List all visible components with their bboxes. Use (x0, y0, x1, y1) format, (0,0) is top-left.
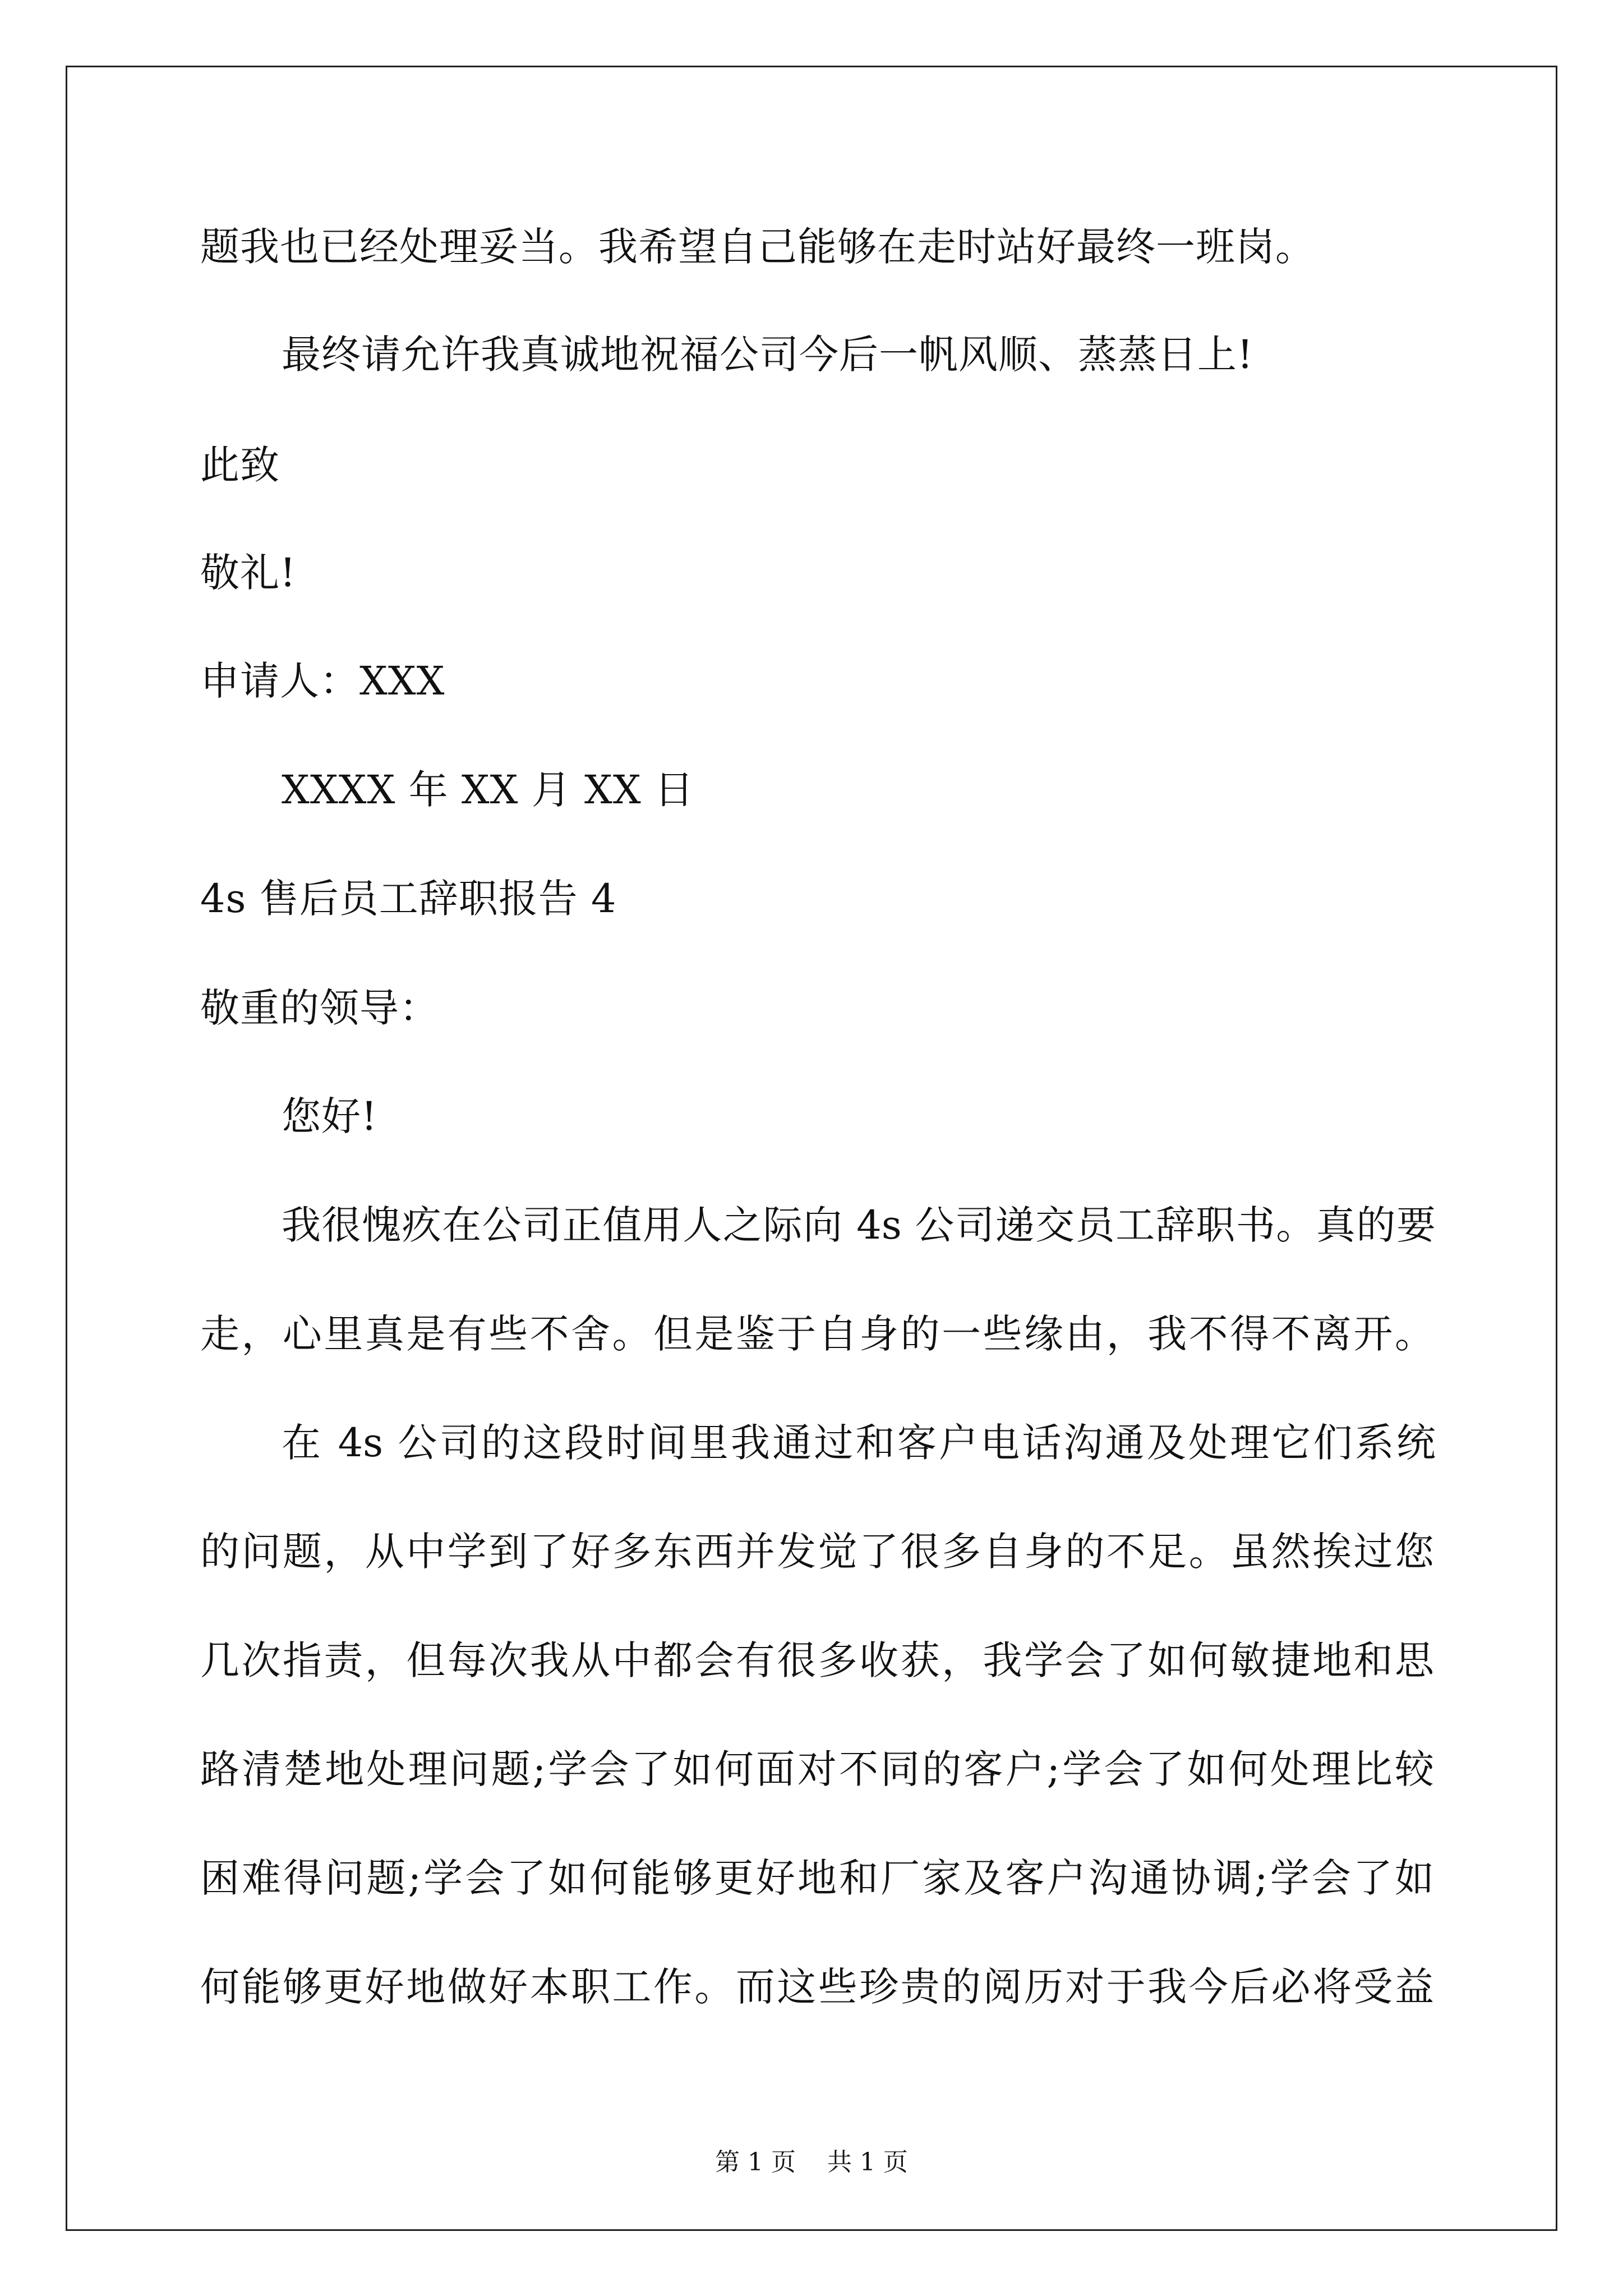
text-line: 最终请允许我真诚地祝福公司今后一帆风顺、蒸蒸日上! (282, 332, 1254, 378)
text-line: 几次指责，但每次我从中都会有很多收获，我学会了如何敏捷地和思 (200, 1637, 1434, 1683)
greeting-recipient: 敬重的领导： (200, 985, 439, 1031)
text-line: 走，心里真是有些不舍。但是鉴于自身的一些缘由，我不得不离开。 (200, 1311, 1434, 1357)
date-line: XXXX 年 XX 月 XX 日 (282, 767, 694, 813)
text-line: 的问题，从中学到了好多东西并发觉了很多自身的不足。虽然挨过您 (200, 1529, 1434, 1575)
text-line: 在 4s 公司的这段时间里我通过和客户电话沟通及处理它们系统 (282, 1420, 1436, 1466)
text-line: 困难得问题;学会了如何能够更好地和厂家及客户沟通协调;学会了如 (200, 1855, 1434, 1901)
page-border (66, 66, 1557, 2231)
applicant-line: 申请人：XXX (200, 658, 445, 704)
text-line: 我很愧疚在公司正值用人之际向 4s 公司递交员工辞职书。真的要 (282, 1202, 1436, 1248)
text-line: 题我也已经处理妥当。我希望自己能够在走时站好最终一班岗。 (200, 224, 1315, 270)
text-line: 路清楚地处理问题;学会了如何面对不同的客户;学会了如何处理比较 (200, 1746, 1434, 1792)
greeting: 您好! (282, 1093, 378, 1139)
section-title: 4s 售后员工辞职报告 4 (200, 876, 617, 922)
salutation-closing: 此致 (200, 442, 280, 488)
text-line: 何能够更好地做好本职工作。而这些珍贵的阅历对于我今后必将受益 (200, 1964, 1434, 2010)
salutation-regards: 敬礼! (200, 550, 297, 596)
page-footer: 第 1 页 共 1 页 (715, 2148, 908, 2177)
